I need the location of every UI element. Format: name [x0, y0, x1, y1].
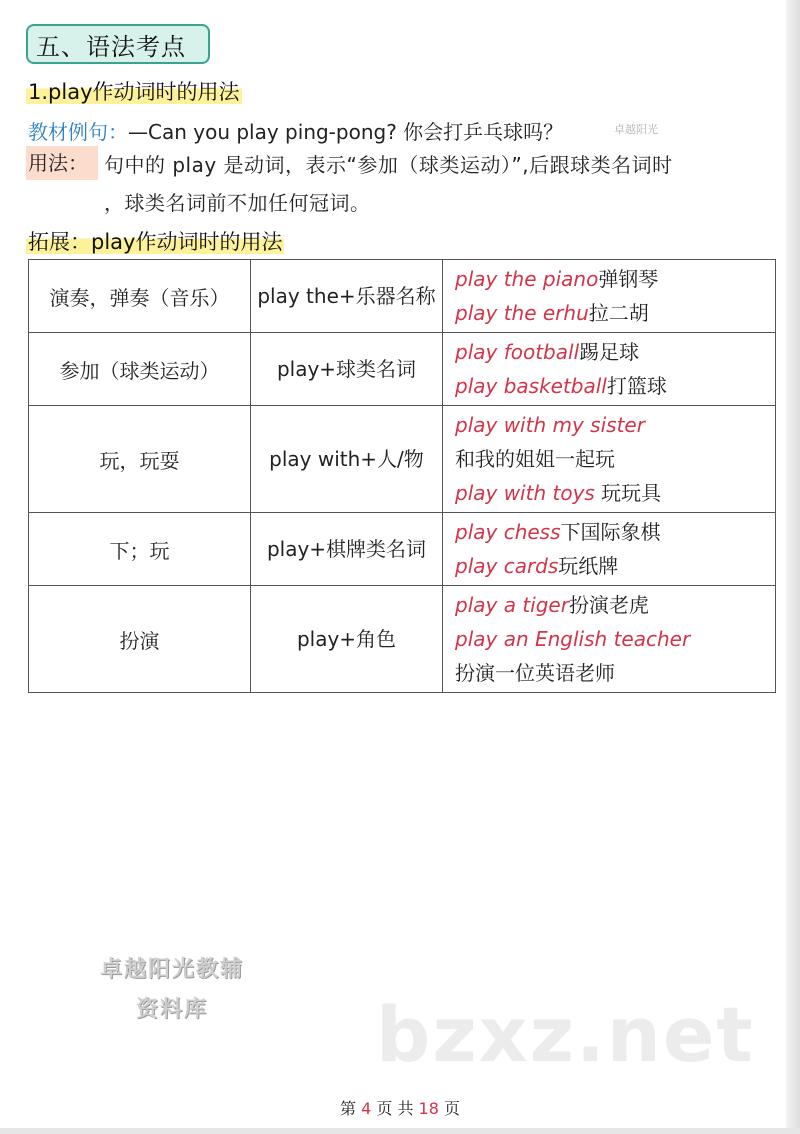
examples-cell — [443, 586, 776, 693]
table-row — [29, 333, 776, 406]
meaning-cell: 下；玩 — [29, 513, 251, 586]
example-zh: 下国际象棋 — [560, 520, 661, 544]
current-page-number: 4 — [361, 1099, 372, 1118]
pattern-cell: play with+人/物 — [251, 406, 443, 513]
grammar-heading — [26, 76, 242, 104]
footer-middle: 页 共 — [376, 1099, 414, 1118]
extension-heading-text: 拓展：play作动词时的用法 — [28, 230, 283, 254]
example-en: play football — [455, 340, 580, 364]
example-en: play with my sister — [455, 413, 645, 437]
examples-cell — [443, 260, 776, 333]
example-item — [455, 262, 763, 296]
example-zh: 扮演老虎 — [568, 593, 649, 617]
example-item — [455, 335, 763, 369]
table-row — [29, 406, 776, 513]
usage-line-1: 句中的 play 是动词，表示“参加（球类运动）”,后跟球类名词时 — [104, 153, 673, 177]
examples-cell — [443, 513, 776, 586]
footer-prefix: 第 — [339, 1099, 356, 1118]
meaning-cell: 参加（球类运动） — [29, 333, 251, 406]
example-en: play cards — [455, 554, 559, 578]
example-zh: 打篮球 — [606, 374, 667, 398]
section-title-text: 五、语法考点 — [36, 32, 186, 61]
example-item — [455, 476, 763, 510]
pattern-cell: play+棋牌类名词 — [251, 513, 443, 586]
pattern-cell: play+球类名词 — [251, 333, 443, 406]
table-row — [29, 586, 776, 693]
pattern-cell: play the+乐器名称 — [251, 260, 443, 333]
usage-tag: 用法： — [26, 146, 98, 180]
example-item — [455, 588, 763, 622]
example-item — [455, 656, 763, 690]
meaning-cell: 扮演 — [29, 586, 251, 693]
page-footer — [0, 1096, 800, 1119]
example-sentence: —Can you play ping-pong? 你会打乒乓球吗？ — [128, 120, 564, 144]
usage-table — [28, 259, 776, 693]
example-tag: 教材例句： — [28, 120, 128, 144]
example-item — [455, 408, 763, 442]
example-en: play an English teacher — [455, 627, 691, 651]
grammar-heading-text: 1.play作动词时的用法 — [28, 80, 240, 104]
usage-line-2: ，球类名词前不加任何冠词。 — [104, 191, 371, 215]
meaning-cell: 演奏，弹奏（音乐） — [29, 260, 251, 333]
page-bottom-edge — [0, 1128, 800, 1134]
examples-cell — [443, 333, 776, 406]
example-en: play chess — [455, 520, 561, 544]
example-item — [455, 622, 763, 656]
example-item — [455, 549, 763, 583]
footer-suffix: 页 — [444, 1099, 461, 1118]
pattern-cell: play+角色 — [251, 586, 443, 693]
example-item — [455, 296, 763, 330]
example-en: play the erhu — [455, 301, 589, 325]
example-zh: 拉二胡 — [588, 301, 649, 325]
example-item — [455, 369, 763, 403]
example-en: play a tiger — [455, 593, 569, 617]
example-item — [455, 442, 763, 476]
examples-cell — [443, 406, 776, 513]
example-zh: 踢足球 — [579, 340, 640, 364]
watermark-text-2: 资料库 — [136, 997, 209, 1022]
small-watermark: 卓越阳光 — [614, 123, 658, 136]
table-row — [29, 260, 776, 333]
example-en: play the piano — [455, 267, 599, 291]
watermark-logo: bzxz.net — [376, 990, 755, 1079]
example-zh: 弹钢琴 — [598, 267, 659, 291]
extension-heading — [26, 226, 284, 254]
total-pages: 18 — [418, 1099, 439, 1118]
example-zh: 和我的姐姐一起玩 — [455, 447, 615, 471]
example-item — [455, 515, 763, 549]
example-en: play with toys — [455, 481, 595, 505]
example-zh: 玩纸牌 — [558, 554, 619, 578]
textbook-example — [28, 116, 563, 145]
example-en: play basketball — [455, 374, 607, 398]
meaning-cell: 玩，玩耍 — [29, 406, 251, 513]
example-zh: 玩玩具 — [594, 481, 662, 505]
section-title — [26, 24, 210, 64]
page-edge-shadow — [786, 0, 800, 1134]
example-zh: 扮演一位英语老师 — [455, 661, 615, 685]
watermark-text-1: 卓越阳光教辅 — [100, 957, 245, 982]
table-row — [29, 513, 776, 586]
